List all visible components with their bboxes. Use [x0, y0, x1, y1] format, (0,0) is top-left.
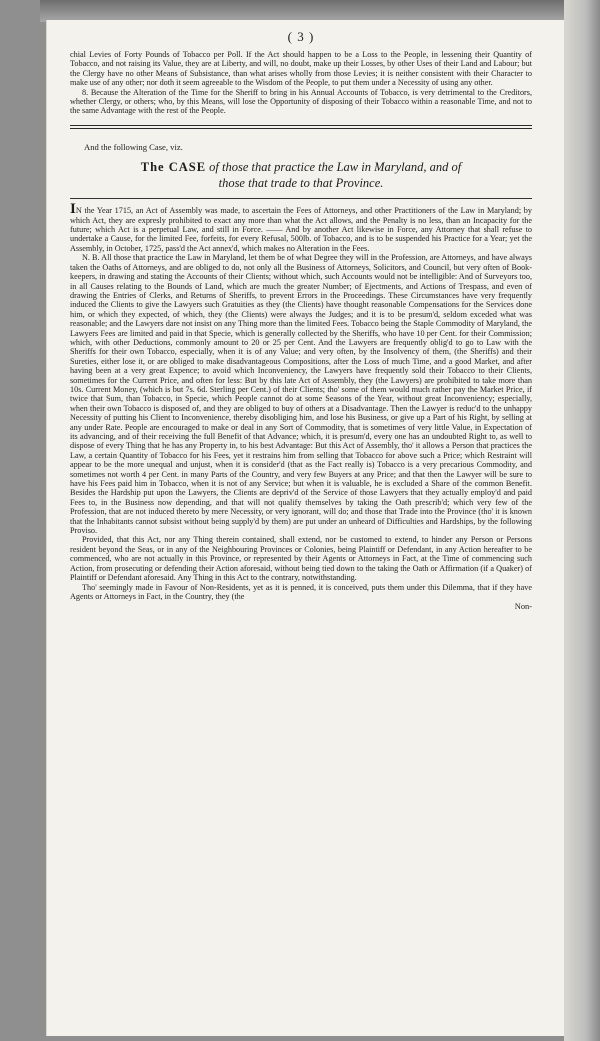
drop-cap: I [70, 201, 76, 218]
paragraph-act-1715-text: N the Year 1715, an Act of Assembly was made, to ascertain the Fees of Attorneys, and other Practitioners of the Law in Maryland; by which Act, they are expresly prohibited to exact any more than what the Act allows, and the Penalty is no less, than an Incapacity for the future; which Act is a perpetual Law, and still in Force. —— And by another Act likewise in Force, any Attorney that shall refuse to undertake a Cause, for the limited Fee, forfeits, for every Refusal, 500lb. of Tobacco, and is to be suspended his Practice for a Year; yet the Assembly, in October, 1725, pass'd the Act annex'd, which makes no Alteration in the Fees. [70, 206, 532, 253]
case-title-caps: The CASE [140, 160, 207, 175]
case-title [70, 160, 532, 174]
section-rule [70, 125, 532, 129]
paragraph-reason-8: 8. Because the Alteration of the Time for the Sheriff to bring in his Annual Accounts of Tobacco, is very detrimental to the Creditors, whether Clergy, or others; who, by this Means, will lose the Opportunity of disposing of their Tobacco within a reasonable Time, and not to the same Advantage with the rest of the People. [70, 87, 532, 116]
paragraph-nota-bene: N. B. All those that practice the Law in Maryland, let them be of what Degree they will in the Profession, are Attorneys, and have always taken the Oaths of Attorneys, and are obliged to do, not only all the Business of Attorneys, Solicitors, and Council, but very often of Book-keepers, in drawing and stating the Accounts of their Clients; without which, such Accounts would not be intelligible: And of Surveyors too, in all Causes relating to the Bounds of Land, which are much the greater Number; of Ejectments, and Actions of Trespass, and even of drawing the Entries of Clerks, and Returns of Sheriffs, to prevent Errors in the Proceedings. These Circumstances have very frequently induced the Clients to give the Lawyers such Gratuities as they (the Clients) have thought reasonable Compensations for the Services done him, or which they expected, of which, they (the Clients) were always the Judges; and it is to be presum'd, seldom exceded what was reasonable; and the Lawyers dare not insist on any Thing more than the limited Fees. Tobacco being the Staple Commodity of Maryland, the Lawyers Fees are limited and paid in that Specie, which is generally collected by the Sheriffs, who have 10 per Cent. for their Commission; which, with other Deductions, commonly amount to 20 or 25 per Cent. And the Lawyers are frequently oblig'd to go to Law with the Sheriffs for their own Tobacco, especially, when it is of any Value; and very often, by the Insolvency of them, (the Sheriffs) and their Sureties, either lose it, or are obliged to make disadvantageous Compositions, after the Loss of much Time, and a good Market, and after having been at a very great Expence; to avoid which Inconveniency, the Lawyers have frequently sold their Tobacco to their Clients, sometimes for the Current Price, and often for less: But by this late Act of Assembly, they (the Lawyers) are prohibited to take more than 10s. Current Money, (which is but 7s. 6d. Sterling per Cent.) of their Clients; tho' some of them would much rather pay the Market Price, if twice that Sum, than Tobacco, in Specie, which People cannot do at some Seasons of the Year, without great Inconveniency; especially, when their own Tobacco is disposed of, and they are obliged to buy of others at a Disadvantage. Then the Lawyer is reduc'd to the unhappy Necessity of putting his Client to Inconvenience, thereby disobliging him, and lose his Business, or give up a Part of his Right, by selling at any under Rate. People are encouraged to make or deal in any Sort of Commodity, that is sometimes of very little Value, in Expectation of its advancing, and of their receiving the full Benefit of that Advance; which, it is presum'd, every one has an undoubted Right to, as well to dispose of every Thing that he has any Property in, to his best Advantage: But this Act of Assembly, tho' it allows a Person that practices the Law, a certain Quantity of Tobacco for his Fees, yet it restrains him from selling that Tobacco for above such a Price; which Restraint will appear to be the more unequal and unjust, when it is consider'd (that as the Fact really is) Tobacco is a very precarious Commodity, and sometimes not worth 4 per Cent. in many Parts of the Country, and very few Buyers at any Price; and that then the Lawyer will be sure to have his Fees paid him in Tobacco, when it is not of any Service; but when it is valuable, he is excluded a Share of the common Benefit. Besides the Hardship put upon the Lawyers, the Clients are depriv'd of the Service of those Lawyers that they actually employ'd and paid Fees to, in the Business now depending, and that will not qualify themselves by taking the Oath prescrib'd; which very few of the Profession, that are not induced thereto by mere Necessity, or very ignorant, will do; and those that Trade into the Province (tho' it is known that the Inhabitants cannot subsist without being supply'd by them) are put under an unheard of Difficulties and Hardships, by the following Proviso. [70, 253, 532, 536]
following-case-label: And the following Case, viz. [84, 141, 183, 152]
scan-right-edge [564, 0, 600, 1041]
catchword: Non- [514, 602, 532, 612]
title-rule [70, 198, 532, 199]
scan-top-edge [40, 0, 600, 22]
paragraph-proviso: Provided, that this Act, nor any Thing therein contained, shall extend, nor be customed to extend, to hinder any Person or Persons resident beyond the Seas, or in any of the Neighbouring Provinces or Colonies, being Plaintiff or Defendant, in any Action hereafter to be commenced, who are not actually in this Province, or represented by their Agents or Attorneys in Fact, at the Time of commencing such Action, from prosecuting or defending their Action aforesaid, without being tied down to the taking the Oath or Affirmation (if a Quaker) of Plaintiff or Defendant aforesaid. Any Thing in this Act to the contrary, notwithstanding. [70, 535, 532, 583]
paragraph-act-1715 [70, 201, 532, 253]
page-number: ( 3 ) [287, 29, 315, 44]
case-title-rest: of those that practice the Law in Maryland, and of [206, 160, 462, 175]
case-subtitle: those that trade to that Province. [218, 176, 384, 191]
page-text [70, 30, 532, 612]
paragraph-non-residents: Tho' seemingly made in Favour of Non-Residents, yet as it is penned, it is conceived, puts them under this Dilemma, that if they have Agents or Attorneys in Fact, in the Country, they (the [70, 582, 532, 601]
paragraph-clergy-levies: chial Levies of Forty Pounds of Tobacco per Poll. If the Act should happen to be a Loss to the People, in lessening their Quantity of Tobacco, and not raising its Value, they are at Liberty, and will, no doubt, make up their Losses, by other Uses of their Land and Labour; but the Clergy have no other Means of Subsistance, than what arises wholly from those Levies; it is neither consistent with their Character to make use of any other; nor doth it seem agreeable to the Wisdom of the People, to put them under a Necessity of using any other. [70, 50, 532, 88]
